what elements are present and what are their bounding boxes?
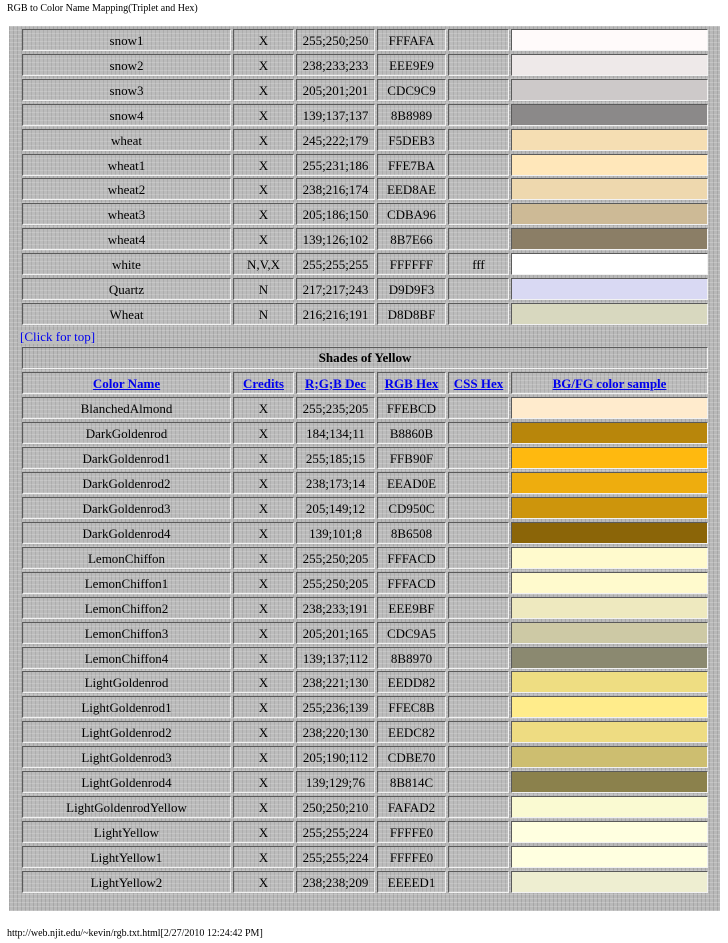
rgb-dec-cell: 255;250;205 (296, 547, 375, 569)
rgb-hex-cell: FFFACD (377, 547, 446, 569)
credits-cell: X (233, 597, 294, 619)
css-hex-cell (448, 696, 509, 718)
css-hex-cell (448, 303, 509, 325)
color-name-cell: LemonChiffon2 (22, 597, 231, 619)
credits-cell: X (233, 203, 294, 225)
color-sample-swatch (511, 54, 708, 76)
rgb-hex-cell: CD950C (377, 497, 446, 519)
rgb-dec-cell: 139;126;102 (296, 228, 375, 250)
rgb-hex-cell: 8B8989 (377, 104, 446, 126)
credits-cell: X (233, 104, 294, 126)
color-name-cell: wheat1 (22, 154, 231, 176)
credits-cell: X (233, 821, 294, 843)
css-hex-cell (448, 29, 509, 51)
css-hex-cell (448, 447, 509, 469)
css-hex-cell (448, 597, 509, 619)
rgb-dec-cell: 238;233;233 (296, 54, 375, 76)
credits-cell: X (233, 522, 294, 544)
credits-cell: X (233, 422, 294, 444)
css-hex-cell (448, 771, 509, 793)
color-sample-swatch (511, 771, 708, 793)
color-sample-swatch (511, 696, 708, 718)
css-hex-cell (448, 497, 509, 519)
css-hex-cell (448, 154, 509, 176)
color-name-cell: LemonChiffon (22, 547, 231, 569)
color-name-cell: LightGoldenrod2 (22, 721, 231, 743)
color-sample-swatch (511, 547, 708, 569)
color-name-cell: DarkGoldenrod3 (22, 497, 231, 519)
rgb-dec-cell: 255;185;15 (296, 447, 375, 469)
rgb-dec-cell: 238;221;130 (296, 671, 375, 693)
credits-cell: X (233, 178, 294, 200)
credits-cell: X (233, 497, 294, 519)
credits-cell: X (233, 871, 294, 893)
color-sample-swatch (511, 104, 708, 126)
css-hex-cell (448, 721, 509, 743)
credits-cell: X (233, 846, 294, 868)
color-sample-swatch (511, 253, 708, 275)
rgb-dec-cell: 139;101;8 (296, 522, 375, 544)
css-hex-cell (448, 846, 509, 868)
color-sample-swatch (511, 203, 708, 225)
color-sample-swatch (511, 303, 708, 325)
rgb-hex-cell: FFEBCD (377, 397, 446, 419)
css-hex-cell (448, 228, 509, 250)
credits-cell: X (233, 721, 294, 743)
color-sample-swatch (511, 796, 708, 818)
credits-cell: X (233, 746, 294, 768)
rgb-dec-cell: 255;231;186 (296, 154, 375, 176)
color-name-cell: wheat3 (22, 203, 231, 225)
credits-cell: X (233, 154, 294, 176)
credits-cell: X (233, 622, 294, 644)
page-footer: http://web.njit.edu/~kevin/rgb.txt.html[2/27/2010 12:24:42 PM] (7, 928, 263, 939)
rgb-hex-cell: CDBE70 (377, 746, 446, 768)
credits-cell: X (233, 796, 294, 818)
credits-cell: X (233, 472, 294, 494)
color-name-cell: white (22, 253, 231, 275)
color-name-cell: LightGoldenrod1 (22, 696, 231, 718)
color-sample-swatch (511, 278, 708, 300)
color-name-cell: wheat (22, 129, 231, 151)
color-sample-swatch (511, 871, 708, 893)
rgb-dec-cell: 217;217;243 (296, 278, 375, 300)
rgb-hex-cell: EEE9E9 (377, 54, 446, 76)
css-hex-cell (448, 746, 509, 768)
css-hex-cell (448, 647, 509, 669)
credits-cell: X (233, 129, 294, 151)
rgb-hex-cell: 8B814C (377, 771, 446, 793)
css-hex-cell (448, 472, 509, 494)
color-sample-swatch (511, 647, 708, 669)
color-sample-swatch (511, 154, 708, 176)
color-name-cell: DarkGoldenrod2 (22, 472, 231, 494)
color-sample-swatch (511, 397, 708, 419)
rgb-dec-cell: 205;201;165 (296, 622, 375, 644)
color-name-cell: Wheat (22, 303, 231, 325)
credits-cell: X (233, 54, 294, 76)
rgb-hex-cell: D9D9F3 (377, 278, 446, 300)
color-name-cell: LightGoldenrod (22, 671, 231, 693)
css-hex-cell (448, 622, 509, 644)
color-sample-swatch (511, 721, 708, 743)
color-name-cell: LemonChiffon4 (22, 647, 231, 669)
color-sample-swatch (511, 746, 708, 768)
color-sample-swatch (511, 29, 708, 51)
rgb-hex-cell: CDBA96 (377, 203, 446, 225)
rgb-hex-cell: FFB90F (377, 447, 446, 469)
rgb-dec-cell: 139;137;112 (296, 647, 375, 669)
rgb-dec-cell: 205;201;201 (296, 79, 375, 101)
rgb-dec-cell: 245;222;179 (296, 129, 375, 151)
css-hex-cell (448, 522, 509, 544)
css-hex-cell (448, 104, 509, 126)
rgb-hex-cell: 8B8970 (377, 647, 446, 669)
color-name-cell: LightYellow2 (22, 871, 231, 893)
color-sample-swatch (511, 821, 708, 843)
rgb-hex-cell: D8D8BF (377, 303, 446, 325)
rgb-dec-cell: 238;220;130 (296, 721, 375, 743)
credits-cell: X (233, 771, 294, 793)
color-sample-swatch (511, 597, 708, 619)
rgb-hex-cell: FFFFE0 (377, 846, 446, 868)
rgb-hex-cell: FFFACD (377, 572, 446, 594)
rgb-hex-cell: EEAD0E (377, 472, 446, 494)
credits-cell: X (233, 671, 294, 693)
css-hex-cell (448, 821, 509, 843)
credits-cell: N (233, 278, 294, 300)
rgb-dec-cell: 139;137;137 (296, 104, 375, 126)
rgb-dec-cell: 238;216;174 (296, 178, 375, 200)
rgb-dec-cell: 255;255;224 (296, 846, 375, 868)
header-color-sample[interactable]: BG/FG color sample (511, 372, 708, 394)
rgb-dec-cell: 184;134;11 (296, 422, 375, 444)
color-sample-swatch (511, 622, 708, 644)
css-hex-cell: fff (448, 253, 509, 275)
color-sample-swatch (511, 228, 708, 250)
rgb-dec-cell: 255;236;139 (296, 696, 375, 718)
credits-cell: X (233, 647, 294, 669)
css-hex-cell (448, 397, 509, 419)
page-header: RGB to Color Name Mapping(Triplet and Hex) (7, 3, 198, 14)
css-hex-cell (448, 671, 509, 693)
credits-cell: X (233, 447, 294, 469)
header-rgb-dec[interactable]: R;G;B Dec (296, 372, 375, 394)
css-hex-cell (448, 54, 509, 76)
rgb-dec-cell: 255;235;205 (296, 397, 375, 419)
color-sample-swatch (511, 178, 708, 200)
rgb-hex-cell: CDC9A5 (377, 622, 446, 644)
rgb-dec-cell: 255;250;250 (296, 29, 375, 51)
rgb-hex-cell: F5DEB3 (377, 129, 446, 151)
rgb-hex-cell: FFE7BA (377, 154, 446, 176)
color-name-cell: snow4 (22, 104, 231, 126)
rgb-hex-cell: EEE9BF (377, 597, 446, 619)
color-name-cell: DarkGoldenrod1 (22, 447, 231, 469)
credits-cell: N,V,X (233, 253, 294, 275)
color-sample-swatch (511, 129, 708, 151)
header-color-name[interactable]: Color Name (22, 372, 231, 394)
css-hex-cell (448, 422, 509, 444)
css-hex-cell (448, 547, 509, 569)
rgb-hex-cell: EEEED1 (377, 871, 446, 893)
css-hex-cell (448, 278, 509, 300)
rgb-dec-cell: 238;238;209 (296, 871, 375, 893)
color-sample-swatch (511, 447, 708, 469)
color-sample-swatch (511, 572, 708, 594)
color-name-cell: LightGoldenrod4 (22, 771, 231, 793)
credits-cell: X (233, 696, 294, 718)
credits-cell: N (233, 303, 294, 325)
header-credits[interactable]: Credits (233, 372, 294, 394)
header-rgb-hex[interactable]: RGB Hex (377, 372, 446, 394)
color-name-cell: LemonChiffon3 (22, 622, 231, 644)
section-title-shades-of-yellow: Shades of Yellow (22, 347, 708, 369)
color-name-cell: LightYellow (22, 821, 231, 843)
rgb-hex-cell: EEDD82 (377, 671, 446, 693)
rgb-dec-cell: 255;250;205 (296, 572, 375, 594)
color-sample-swatch (511, 472, 708, 494)
color-name-cell: Quartz (22, 278, 231, 300)
color-name-cell: BlanchedAlmond (22, 397, 231, 419)
rgb-dec-cell: 238;233;191 (296, 597, 375, 619)
rgb-dec-cell: 205;149;12 (296, 497, 375, 519)
color-name-cell: snow2 (22, 54, 231, 76)
color-name-cell: LightGoldenrod3 (22, 746, 231, 768)
rgb-dec-cell: 250;250;210 (296, 796, 375, 818)
rgb-hex-cell: CDC9C9 (377, 79, 446, 101)
color-sample-swatch (511, 846, 708, 868)
rgb-hex-cell: EED8AE (377, 178, 446, 200)
color-sample-swatch (511, 422, 708, 444)
rgb-dec-cell: 216;216;191 (296, 303, 375, 325)
color-name-cell: LightYellow1 (22, 846, 231, 868)
css-hex-cell (448, 871, 509, 893)
rgb-hex-cell: FFEC8B (377, 696, 446, 718)
color-name-cell: wheat4 (22, 228, 231, 250)
credits-cell: X (233, 572, 294, 594)
color-sample-swatch (511, 671, 708, 693)
credits-cell: X (233, 29, 294, 51)
color-name-cell: LemonChiffon1 (22, 572, 231, 594)
color-sample-swatch (511, 522, 708, 544)
rgb-dec-cell: 139;129;76 (296, 771, 375, 793)
credits-cell: X (233, 79, 294, 101)
rgb-dec-cell: 205;186;150 (296, 203, 375, 225)
css-hex-cell (448, 572, 509, 594)
css-hex-cell (448, 129, 509, 151)
rgb-hex-cell: EEDC82 (377, 721, 446, 743)
color-name-cell: wheat2 (22, 178, 231, 200)
color-sample-swatch (511, 497, 708, 519)
rgb-hex-cell: FFFAFA (377, 29, 446, 51)
rgb-dec-cell: 205;190;112 (296, 746, 375, 768)
rgb-hex-cell: FFFFE0 (377, 821, 446, 843)
color-name-cell: DarkGoldenrod4 (22, 522, 231, 544)
color-name-cell: snow1 (22, 29, 231, 51)
color-name-cell: LightGoldenrodYellow (22, 796, 231, 818)
css-hex-cell (448, 79, 509, 101)
rgb-hex-cell: FAFAD2 (377, 796, 446, 818)
rgb-hex-cell: 8B7E66 (377, 228, 446, 250)
color-name-cell: snow3 (22, 79, 231, 101)
credits-cell: X (233, 397, 294, 419)
rgb-dec-cell: 255;255;224 (296, 821, 375, 843)
rgb-hex-cell: B8860B (377, 422, 446, 444)
rgb-hex-cell: FFFFFF (377, 253, 446, 275)
header-css-hex[interactable]: CSS Hex (448, 372, 509, 394)
css-hex-cell (448, 203, 509, 225)
credits-cell: X (233, 228, 294, 250)
rgb-dec-cell: 238;173;14 (296, 472, 375, 494)
css-hex-cell (448, 178, 509, 200)
click-for-top-link[interactable]: [Click for top] (20, 329, 96, 344)
css-hex-cell (448, 796, 509, 818)
color-name-cell: DarkGoldenrod (22, 422, 231, 444)
rgb-dec-cell: 255;255;255 (296, 253, 375, 275)
credits-cell: X (233, 547, 294, 569)
rgb-hex-cell: 8B6508 (377, 522, 446, 544)
color-sample-swatch (511, 79, 708, 101)
